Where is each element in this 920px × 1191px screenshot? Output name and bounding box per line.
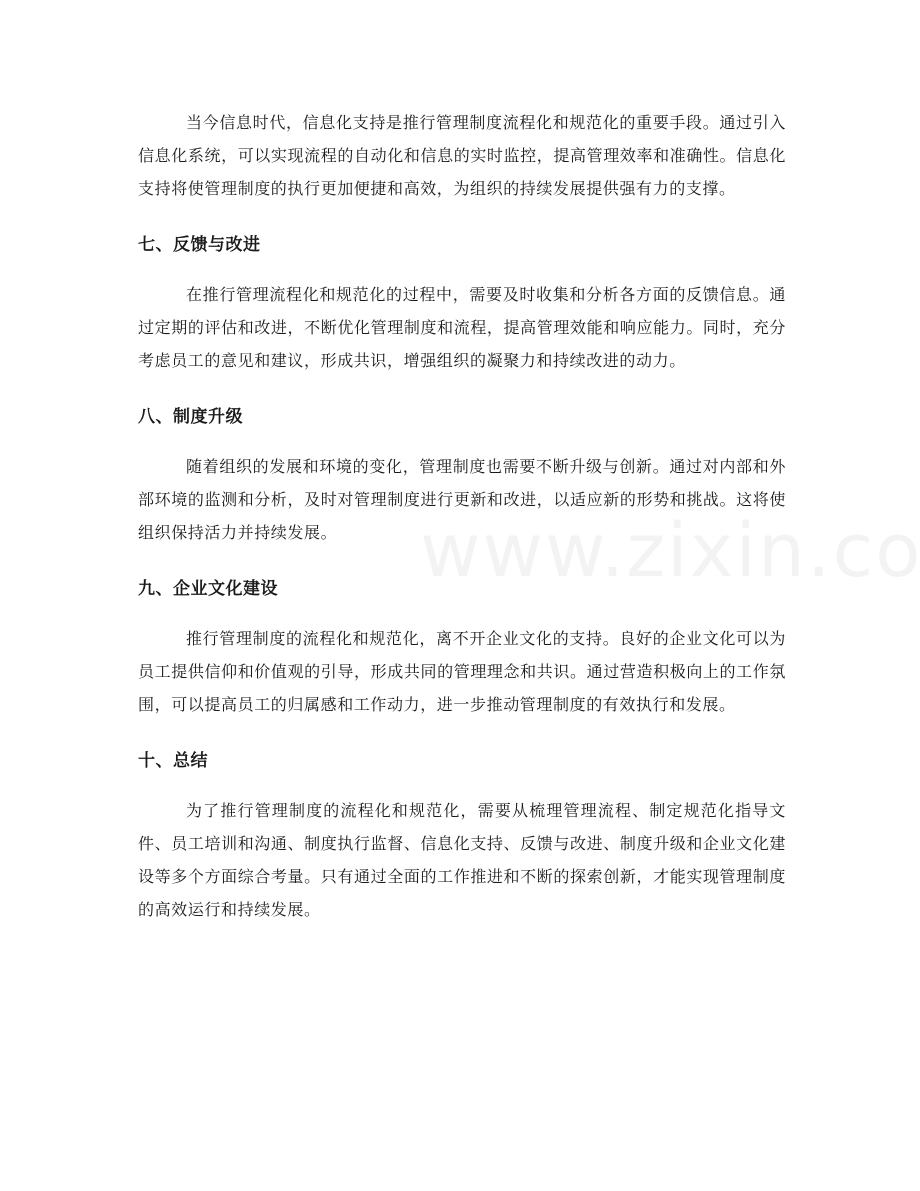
section-paragraph-culture: 推行管理制度的流程化和规范化，离不开企业文化的支持。良好的企业文化可以为员工提供信仰和价值观的引导，形成共同的管理理念和共识。通过营造积极向上的工作氛围，可以提高员工的归属感和工作动力，进一步推动管理制度的有效执行和发展。 <box>138 629 786 714</box>
section-heading-upgrade: 八、制度升级 <box>138 407 243 427</box>
document-body <box>138 106 786 926</box>
section-heading-summary: 十、总结 <box>138 751 208 771</box>
section-heading-feedback: 七、反馈与改进 <box>138 235 261 255</box>
section-heading-culture: 九、企业文化建设 <box>138 579 278 599</box>
intro-paragraph: 当今信息时代，信息化支持是推行管理制度流程化和规范化的重要手段。通过引入信息化系统，可以实现流程的自动化和信息的实时监控，提高管理效率和准确性。信息化支持将使管理制度的执行更加便捷和高效，为组织的持续发展提供强有力的支撑。 <box>138 113 786 198</box>
section-paragraph-feedback: 在推行管理流程化和规范化的过程中，需要及时收集和分析各方面的反馈信息。通过定期的评估和改进，不断优化管理制度和流程，提高管理效能和响应能力。同时，充分考虑员工的意见和建议，形成共识，增强组织的凝聚力和持续改进的动力。 <box>138 285 786 370</box>
section-paragraph-summary: 为了推行管理制度的流程化和规范化，需要从梳理管理流程、制定规范化指导文件、员工培训和沟通、制度执行监督、信息化支持、反馈与改进、制度升级和企业文化建设等多个方面综合考量。只有通过全面的工作推进和不断的探索创新，才能实现管理制度的高效运行和持续发展。 <box>138 801 786 919</box>
section-paragraph-upgrade: 随着组织的发展和环境的变化，管理制度也需要不断升级与创新。通过对内部和外部环境的监测和分析，及时对管理制度进行更新和改进，以适应新的形势和挑战。这将使组织保持活力并持续发展。 <box>138 457 786 542</box>
